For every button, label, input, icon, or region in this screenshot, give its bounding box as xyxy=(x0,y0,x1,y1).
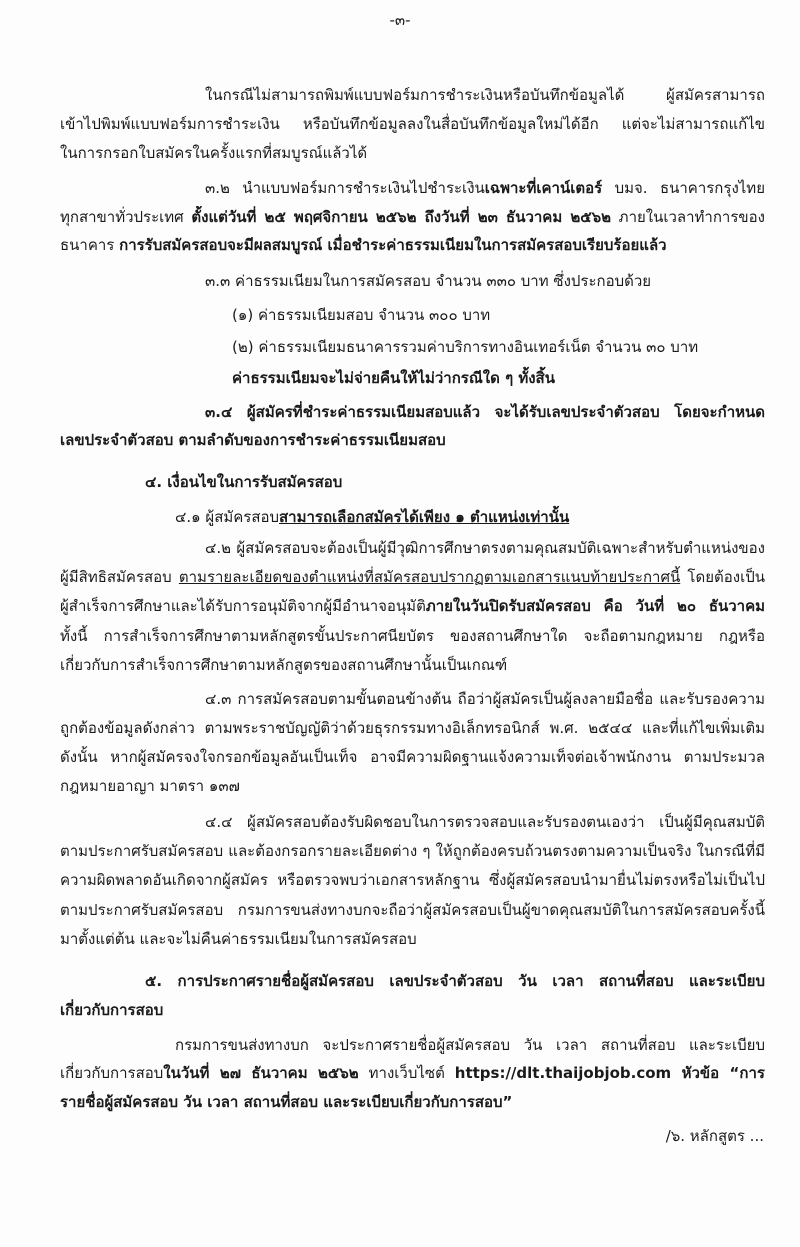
text-line xyxy=(60,717,765,741)
text-line xyxy=(60,566,765,590)
text-line xyxy=(60,1062,765,1086)
text-run: ๓.๒ นำแบบฟอร์มการชำระเงินไปชำระเงิน xyxy=(205,179,485,197)
underlined-text: ตามรายละเอียดของตำแหน่งที่สมัครสอบปรากฏตามเอกสารแนบท้ายประกาศนี้ xyxy=(178,568,681,586)
text-line xyxy=(60,746,765,770)
text-line xyxy=(60,625,765,649)
text-line xyxy=(60,899,765,923)
text-run: ตามประกาศรับสมัครสอบ กรมการขนส่งทางบกจะถือว่าผู้สมัครสอบเป็นผู้ขาดคุณสมบัติในการสมัครสอบครั้งนี้ xyxy=(60,901,765,919)
text-run: ๓.๓ ค่าธรรมเนียมในการสมัครสอบ จำนวน ๓๓๐ บาท ซึ่งประกอบด้วย xyxy=(205,272,652,290)
text-line xyxy=(60,113,765,137)
bold-text: รายชื่อผู้สมัครสอบ วัน เวลา สถานที่สอบ และระเบียบเกี่ยวกับการสอบ” xyxy=(60,1093,513,1111)
text-line xyxy=(175,1034,765,1058)
text-line xyxy=(60,840,765,864)
continuation-marker: /๖. หลักสูตร ... xyxy=(665,1127,764,1145)
text-line xyxy=(205,177,765,201)
text-line xyxy=(205,688,765,712)
text-line xyxy=(60,234,667,256)
text-run: เกี่ยวกับการสำเร็จการศึกษาตามหลักสูตรของสถานศึกษานั้นเป็นเกณฑ์ xyxy=(60,656,508,674)
text-run: ผู้มีสิทธิสมัครสอบ xyxy=(60,568,179,586)
text-run: ในกรณีไม่สามารถพิมพ์แบบฟอร์มการชำระเงินหรือบันทึกข้อมูลได้ ผู้สมัครสามารถ xyxy=(205,86,765,104)
text-run: ทั้งนี้ การสำเร็จการศึกษาตามหลักสูตรขั้นประกาศนียบัตร ของสถานศึกษาใด จะถือตามกฎหมาย กฎหรือ xyxy=(60,627,765,645)
text-line xyxy=(60,775,240,797)
text-run: กรมการขนส่งทางบก จะประกาศรายชื่อผู้สมัครสอบ วัน เวลา สถานที่สอบ และระเบียบ xyxy=(175,1036,765,1054)
text-line xyxy=(145,970,765,994)
text-run: (๑) ค่าธรรมเนียมสอบ จำนวน ๓๐๐ บาท xyxy=(232,306,491,324)
text-line xyxy=(205,270,651,292)
text-line xyxy=(60,595,765,619)
bold-text: https://dlt.thaijobjob.com หัวข้อ “การ xyxy=(454,1064,765,1082)
text-run: บมจ. ธนาคารกรุงไทย xyxy=(602,179,765,197)
text-line xyxy=(205,84,765,108)
text-run: ถูกต้องข้อมูลดังกล่าว ตามพระราชบัญญัติว่าด้วยธุรกรรมทางอิเล็กทรอนิกส์ พ.ศ. ๒๕๔๔ และที่แก้ไขเพิ่มเติม xyxy=(60,719,765,737)
text-run: ในการกรอกใบสมัครในครั้งแรกที่สมบูรณ์แล้วได้ xyxy=(60,144,368,162)
text-line xyxy=(60,999,163,1021)
text-line xyxy=(60,206,765,230)
text-run: เกี่ยวกับการสอบ xyxy=(60,1064,164,1082)
text-line xyxy=(60,869,765,893)
underlined-text: สามารถเลือกสมัครได้เพียง ๑ ตำแหน่งเท่านั้น xyxy=(279,508,570,526)
text-line xyxy=(60,654,507,676)
text-run: ๔.๑ ผู้สมัครสอบ xyxy=(175,508,280,526)
text-line xyxy=(145,471,342,493)
text-line xyxy=(60,142,367,164)
bold-text: ๕. การประกาศรายชื่อผู้สมัครสอบ เลขประจำตัวสอบ วัน เวลา สถานที่สอบ และระเบียบ xyxy=(145,972,765,990)
text-line xyxy=(60,429,446,451)
text-run: ธนาคาร xyxy=(60,236,120,254)
bold-text: ๔. เงื่อนไขในการรับสมัครสอบ xyxy=(145,473,343,491)
page-number: -๓- xyxy=(389,11,411,29)
text-run: ๔.๒ ผู้สมัครสอบจะต้องเป็นผู้มีวุฒิการศึกษาตรงตามคุณสมบัติเฉพาะสำหรับตำแหน่งของ xyxy=(205,539,765,557)
bold-text: ในวันที่ ๒๗ ธันวาคม ๒๕๖๒ xyxy=(163,1064,359,1082)
text-line xyxy=(205,811,765,835)
text-line xyxy=(60,1091,512,1113)
text-run: ดังนั้น หากผู้สมัครจงใจกรอกข้อมูลอันเป็นเท็จ อาจมีความผิดฐานแจ้งความเท็จต่อเจ้าพนักงาน ตามประมวล xyxy=(60,748,765,766)
text-line xyxy=(205,401,765,425)
text-run: ทางเว็บไซต์ xyxy=(358,1064,455,1082)
bold-text: เฉพาะที่เคาน์เตอร์ xyxy=(484,179,603,197)
text-run: ๔.๔ ผู้สมัครสอบต้องรับผิดชอบในการตรวจสอบและรับรองตนเองว่า เป็นผู้มีคุณสมบัติ xyxy=(205,813,765,831)
text-run: ๔.๓ การสมัครสอบตามขั้นตอนข้างต้น ถือว่าผู้สมัครเป็นผู้ลงลายมือชื่อ และรับรองความ xyxy=(205,690,765,708)
text-line xyxy=(232,336,698,358)
text-run: ความผิดพลาดอันเกิดจากผู้สมัคร หรือตรวจพบว่าเอกสารหลักฐาน ซึ่งผู้สมัครสอบนำมายื่นไม่ตรงหรือไม่เป็นไป xyxy=(60,871,765,889)
text-line xyxy=(175,506,569,528)
text-line xyxy=(232,304,490,326)
bold-text: เกี่ยวกับการสอบ xyxy=(60,1001,164,1019)
text-run: มาตั้งแต่ต้น และจะไม่คืนค่าธรรมเนียมในการสมัครสอบ xyxy=(60,930,417,948)
text-run: กฎหมายอาญา มาตรา ๑๓๗ xyxy=(60,777,240,795)
text-line xyxy=(60,928,417,950)
text-line xyxy=(205,537,765,561)
bold-text: ตั้งแต่วันที่ ๒๕ พฤศจิกายน ๒๕๖๒ ถึงวันที่ ๒๓ ธันวาคม ๒๕๖๒ xyxy=(191,208,611,226)
text-run: โดยต้องเป็น xyxy=(680,568,765,586)
text-run: เข้าไปพิมพ์แบบฟอร์มการชำระเงิน หรือบันทึกข้อมูลลงในสื่อบันทึกข้อมูลใหม่ได้อีก แต่จะไม่สามารถแก้ไข xyxy=(60,115,765,133)
text-line xyxy=(232,367,555,389)
text-run: ตามประกาศรับสมัครสอบ และต้องกรอกรายละเอียดต่าง ๆ ให้ถูกต้องครบถ้วนตรงตามความเป็นจริง ในกรณีที่มี xyxy=(60,842,765,860)
bold-text: เลขประจำตัวสอบ ตามลำดับของการชำระค่าธรรมเนียมสอบ xyxy=(60,431,446,449)
bold-text: ค่าธรรมเนียมจะไม่จ่ายคืนให้ไม่ว่ากรณีใด ๆ ทั้งสิ้น xyxy=(232,369,555,387)
bold-text: การรับสมัครสอบจะมีผลสมบูรณ์ เมื่อชำระค่าธรรมเนียมในการสมัครสอบเรียบร้อยแล้ว xyxy=(119,236,667,254)
bold-text: ภายในวันปิดรับสมัครสอบ คือ วันที่ ๒๐ ธันวาคม xyxy=(425,597,765,615)
text-run: ภายในเวลาทำการของ xyxy=(611,208,765,226)
text-run: (๒) ค่าธรรมเนียมธนาคารรวมค่าบริการทางอินเทอร์เน็ต จำนวน ๓๐ บาท xyxy=(232,338,699,356)
text-run: ทุกสาขาทั่วประเทศ xyxy=(60,208,192,226)
bold-text: ๓.๔ ผู้สมัครที่ชำระค่าธรรมเนียมสอบแล้ว จะได้รับเลขประจำตัวสอบ โดยจะกำหนด xyxy=(205,403,765,421)
text-run: ผู้สำเร็จการศึกษาและได้รับการอนุมัติจากผู้มีอำนาจอนุมัติ xyxy=(60,597,426,615)
